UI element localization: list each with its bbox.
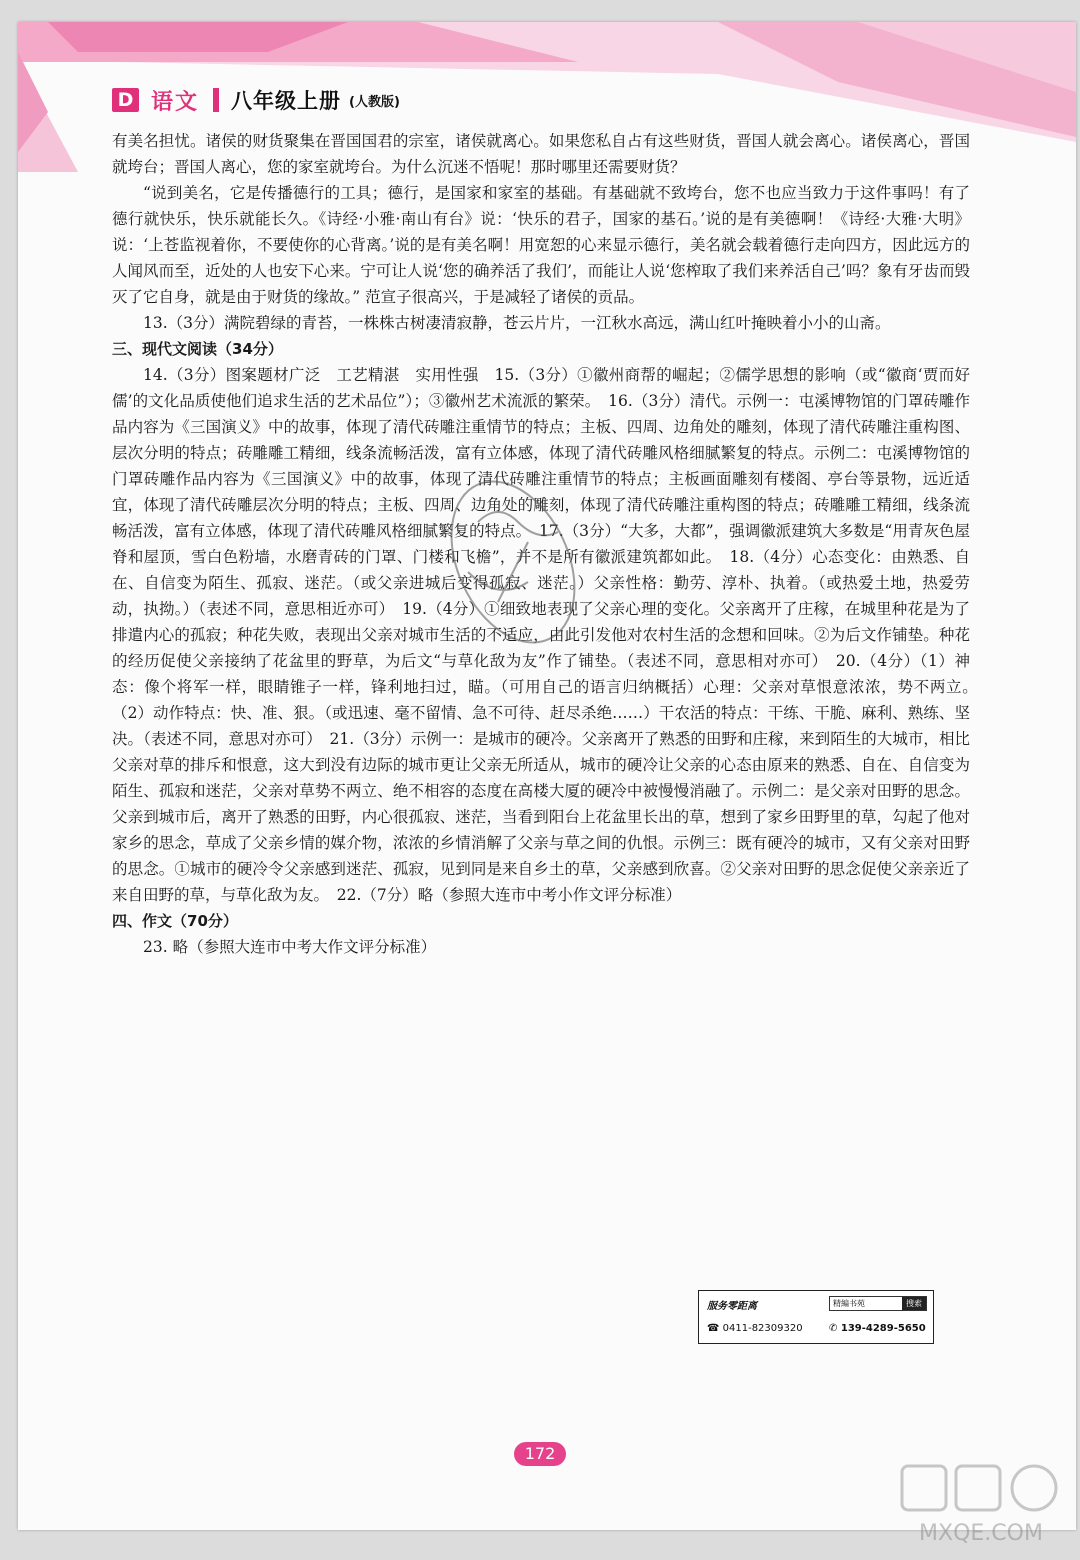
grade-title: 八年级上册	[231, 89, 342, 113]
paragraph: 14.（3分）图案题材广泛 工艺精湛 实用性强 15.（3分）①徽州商帮的崛起；②儒学思想的影响（或“徽商‘贾而好儒’的文化品质使他们追求生活的艺术品位”）；③徽州艺术流派的繁荣。 16.（3分）清代。示例一：屯溪博物馆的门罩砖雕作品内容为《三国演义》中的故事，体现了清代砖雕注重情节的特点；主板、四周、边角处的雕刻，体现了清代砖雕注重构图、层次分明的特点；砖雕雕工精细，线条流畅活泼，富有立体感，体现了清代砖雕风格细腻繁复的特点。示例二：屯溪博物馆的门罩砖雕作品内容为《三国演义》中的故事，体现了清代砖雕注重情节的特点；主板画面雕刻有楼阁、亭台等景物，远近适宜，体现了清代砖雕层次分明的特点；主板、四周、边角处的雕刻，体现了清代砖雕注重构图的特点；砖雕雕工精细，线条流畅活泼，富有立体感，体现了清代砖雕风格细腻繁复的特点。 17.（3分）“大多，大都”，强调徽派建筑大多数是“用青灰色屋脊和屋顶，雪白色粉墙，水磨青砖的门罩、门楼和飞檐”，并不是所有徽派建筑都如此。 18.（4分）心态变化：由熟悉、自在、自信变为陌生、孤寂、迷茫。（或父亲进城后变得孤寂、迷茫。）父亲性格：勤劳、淳朴、执着。（或热爱土地，热爱劳动，执拗。）（表述不同，意思相近亦可） 19.（4分）①细致地表现了父亲心理的变化。父亲离开了庄稼，在城里种花是为了排遣内心的孤寂；种花失败，表现出父亲对城市生活的不适应，由此引发他对农村生活的念想和回味。②为后文作铺垫。种花的经历促使父亲接纳了花盆里的野草，为后文“与草化敌为友”作了铺垫。（表述不同，意思相对亦可） 20.（4分）（1）神态：像个将军一样，眼睛锥子一样，锋利地扫过，瞄。（可用自己的语言归纳概括）心理：父亲对草恨意浓浓，势不两立。 （2）动作特点：快、准、狠。（或迅速、毫不留情、急不可待、赶尽杀绝……）干农活的特点：干练、干脆、麻利、熟练、坚决。（表述不同，意思对亦可） 21.（3分）示例一：是城市的硬冷。父亲离开了熟悉的田野和庄稼，来到陌生的大城市，相比父亲对草的排斥和恨意，这大到没有边际的城市更让父亲无所适从，城市的硬冷让父亲的心态由原来的熟悉、自在、自信变为陌生、孤寂和迷茫，父亲对草势不两立、绝不相容的态度在高楼大厦的硬冷中被慢慢消融了。示例二：是父亲对田野的思念。父亲到城市后，离开了熟悉的田野，内心很孤寂、迷茫，当看到阳台上花盆里长出的草，想到了家乡田野里的草，勾起了他对家乡的思念，草成了父亲乡情的媒介物，浓浓的乡情消解了父亲与草之间的仇恨。示例三：既有硬冷的城市，又有父亲对田野的思念。①城市的硬冷令父亲感到迷茫、孤寂，见到同是来自乡土的草，父亲感到欣喜。②父亲对田野的思念促使父亲亲近了来自田野的草，与草化敌为友。 22.（7分）略（参照大连市中考小作文评分标准）	[112, 366, 986, 904]
paragraph: 有美名担忧。诸侯的财货聚集在晋国国君的宗室，诸侯就离心。如果您私自占有这些财货，晋国人就会离心。诸侯离心，晋国就垮台；晋国人离心，您的家室就垮台。为什么沉迷不悟呢！那时哪里还需要财货？	[112, 132, 970, 176]
search-text: 精編书苑	[833, 1299, 865, 1308]
page-number: 172	[514, 1442, 566, 1466]
search-box	[829, 1296, 927, 1311]
section-badge: D	[112, 88, 139, 112]
paragraph: 23. 略（参照大连市中考大作文评分标准）	[143, 938, 437, 956]
section-heading: 三、现代文阅读（34分）	[112, 340, 283, 358]
mobile-number: ✆ 139-4289-5650	[829, 1323, 926, 1334]
svg-text:MXQE.COM: MXQE.COM	[919, 1521, 1043, 1546]
search-button: 搜索	[902, 1297, 926, 1310]
stamp-watermark	[438, 462, 588, 662]
paragraph: “说到美名，它是传播德行的工具；德行，是国家和家室的基础。有基础就不致垮台，您不也应当致力于这件事吗！有了德行就快乐，快乐就能长久。《诗经·小雅·南山有台》说：‘快乐的君子，国家的基石。’说的是有美德啊！《诗经·大雅·大明》说：‘上苍监视着你，不要使你的心背离。’说的是有美名啊！用宽恕的心来显示德行，美名就会载着德行走向四方，因此远方的人闻风而至，近处的人也安下心来。宁可让人说‘您的确养活了我们’，而能让人说‘您榨取了我们来养活自己’吗？象有牙齿而毁灭了它自身，就是由于财货的缘故。” 范宣子很高兴，于是减轻了诸侯的贡品。	[112, 184, 970, 306]
site-watermark-logo	[896, 1460, 1066, 1550]
section-heading: 四、作文（70分）	[112, 912, 238, 930]
subject-title: 语文	[151, 89, 200, 115]
service-logo: 服务零距离	[707, 1301, 757, 1312]
edition-label: (人教版)	[349, 94, 400, 110]
contact-box	[698, 1290, 934, 1344]
page	[18, 22, 1076, 1530]
phone-number: ☎ 0411-82309320	[707, 1323, 803, 1334]
page-header	[112, 86, 400, 114]
header-divider	[213, 88, 219, 112]
paragraph: 13.（3分）满院碧绿的青苔，一株株古树凄清寂静，苍云片片，一江秋水高远，满山红叶掩映着小小的山斋。	[143, 314, 891, 332]
